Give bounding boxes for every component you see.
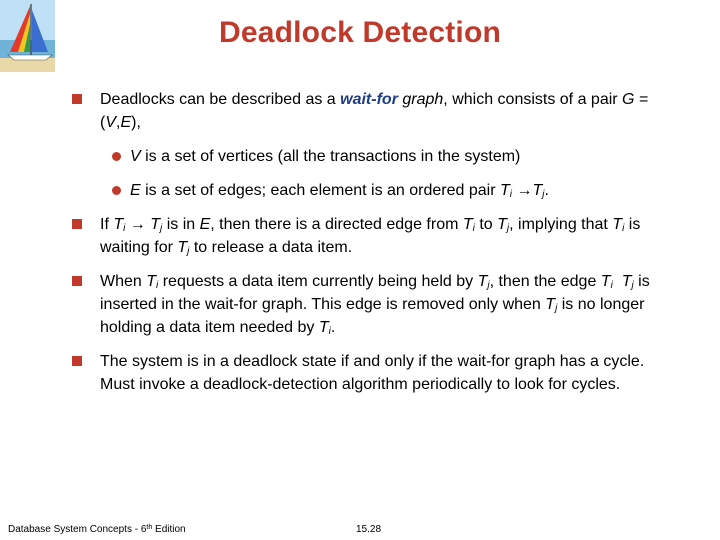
- square-bullet-icon: [72, 219, 82, 229]
- square-bullet-icon: [72, 94, 82, 104]
- square-bullet-icon: [72, 356, 82, 366]
- page-title: Deadlock Detection: [218, 16, 501, 49]
- round-bullet-icon: [112, 186, 121, 195]
- slide-content: [72, 88, 672, 407]
- sub-bullet-edges: E is a set of edges; each element is an ordered pair $T_i \to T_j$.: [72, 179, 672, 202]
- bullet-item-deadlock-state: The system is in a deadlock state if and only if the wait-for graph has a cycle. Must invoke a deadlock-detection algorithm periodically to look for cycles.: [72, 350, 672, 396]
- wait-for-term: wait-for: [340, 91, 398, 108]
- sub-bullet-vertices: V is a set of vertices (all the transactions in the system): [72, 145, 672, 168]
- footer-book-title: Database System Concepts - 6th Edition: [8, 524, 186, 535]
- bullet-item-directed-edge: If $T_i \to T_j$ is in E, then there is a directed edge from $T_i$ to $T_j$, implying that $T_i$ is waiting for $T_j$ to release a data item.: [72, 213, 672, 259]
- bullet-item-edge-insertion: When $T_i$ requests a data item currently being held by $T_j$, then the edge $T_i$ $T_j$ is inserted in the wait-for graph. This edge is removed only when $T_j$ is no longer holding a data item needed by $T_i$.: [72, 270, 672, 339]
- round-bullet-icon: [112, 152, 121, 161]
- footer-page-number: 15.28: [356, 524, 382, 535]
- bullet-item-wait-for-graph: Deadlocks can be described as a wait-for graph, which consists of a pair G = (V,E),: [72, 88, 672, 134]
- square-bullet-icon: [72, 276, 82, 286]
